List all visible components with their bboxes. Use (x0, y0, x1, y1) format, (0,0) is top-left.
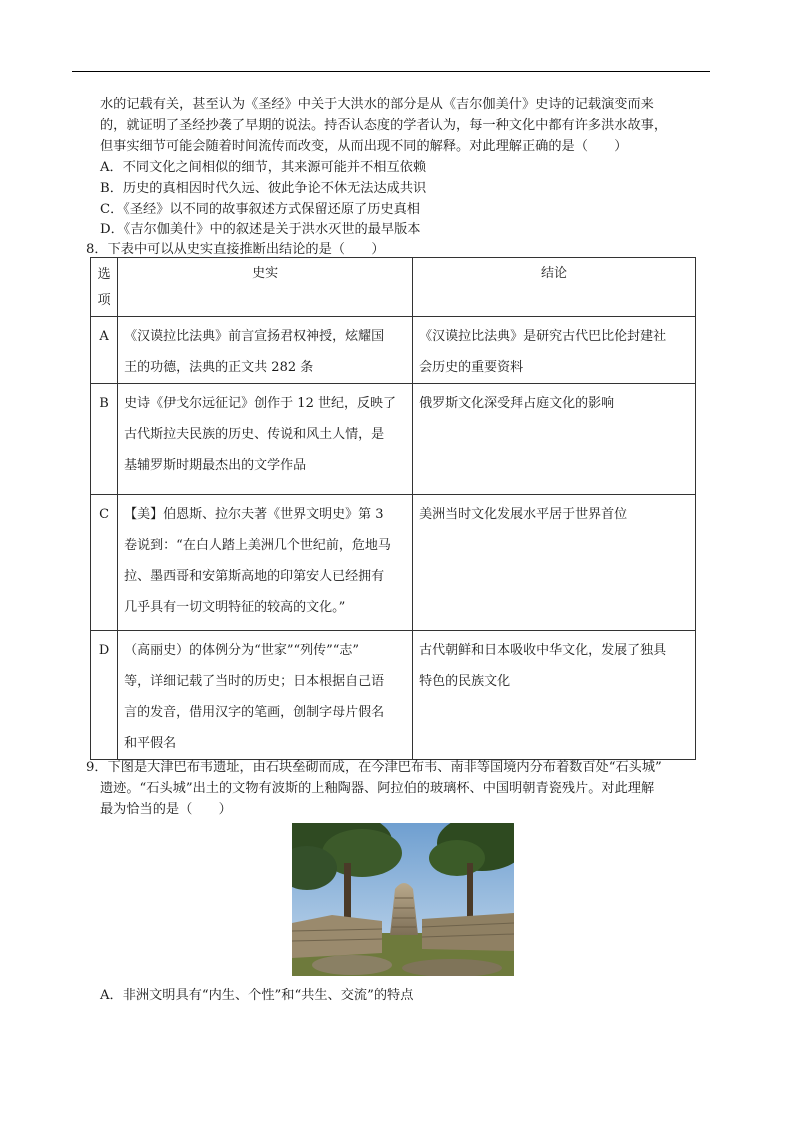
q7-line-3: 但事实细节可能会随着时间流传而改变，从而出现不同的解释。对此理解正确的是（ ） (100, 139, 628, 154)
row-option: B (91, 384, 118, 495)
header-option: 选项 (91, 258, 118, 317)
row-option: A (91, 317, 118, 384)
q9-line-3: 最为恰当的是（ ） (100, 802, 232, 817)
row-conclusion: 美洲当时文化发展水平居于世界首位 (413, 495, 696, 631)
ruins-illustration (292, 823, 514, 976)
row-option: D (91, 631, 118, 760)
q7-option-d: D．《吉尔伽美什》中的叙述是关于洪水灭世的最早版本 (100, 222, 421, 237)
q7-line-1: 水的记载有关，甚至认为《圣经》中关于大洪水的部分是从《吉尔伽美什》史诗的记载演变而来 (100, 97, 654, 112)
table-header-row (91, 258, 696, 317)
q9-option-a: A．非洲文明具有“内生、个性”和“共生、交流”的特点 (100, 988, 414, 1003)
row-fact: 史诗《伊戈尔远征记》创作于 12 世纪，反映了 古代斯拉夫民族的历史、传说和风土人情，是 基辅罗斯时期最杰出的文学作品 (118, 384, 413, 495)
q8-stem: 8．下表中可以从史实直接推断出结论的是（ ） (86, 242, 385, 257)
row-fact: 《汉谟拉比法典》前言宣扬君权神授，炫耀国 王的功德，法典的正文共 282 条 (118, 317, 413, 384)
q7-option-a: A．不同文化之间相似的细节，其来源可能并不相互依赖 (100, 160, 427, 175)
great-zimbabwe-photo (292, 823, 514, 976)
q7-option-b: B．历史的真相因时代久远、彼此争论不休无法达成共识 (100, 181, 427, 196)
row-conclusion: 古代朝鲜和日本吸收中华文化，发展了独具 特色的民族文化 (413, 631, 696, 760)
row-fact: （高丽史）的体例分为“世家”“列传”“志” 等，详细记载了当时的历史；日本根据自己语 言的发音，借用汉字的笔画，创制字母片假名 和平假名 (118, 631, 413, 760)
table-row (91, 495, 696, 631)
table-row (91, 631, 696, 760)
q9-line-1: 9．下图是大津巴布韦遗址，由石块垒砌而成，在今津巴布韦、南非等国境内分布着数百处“石头城” (86, 760, 662, 775)
header-fact: 史实 (118, 258, 413, 317)
header-rule (72, 71, 710, 72)
row-conclusion: 《汉谟拉比法典》是研究古代巴比伦封建社 会历史的重要资料 (413, 317, 696, 384)
row-conclusion: 俄罗斯文化深受拜占庭文化的影响 (413, 384, 696, 495)
q7-option-c: C．《圣经》以不同的故事叙述方式保留还原了历史真相 (100, 202, 420, 217)
row-option: C (91, 495, 118, 631)
row-fact: 【美】伯恩斯、拉尔夫著《世界文明史》第 3 卷说到：“在白人踏上美洲几个世纪前，危地马 拉、墨西哥和安第斯高地的印第安人已经拥有 几乎具有一切文明特征的较高的文化。” (118, 495, 413, 631)
q8-table (90, 257, 696, 760)
q7-line-2: 的，就证明了圣经抄袭了早期的说法。持否认态度的学者认为，每一种文化中都有许多洪水故事， (100, 118, 668, 133)
table-row (91, 384, 696, 495)
header-conclusion: 结论 (413, 258, 696, 317)
table-row (91, 317, 696, 384)
q9-line-2: 遗迹。“石头城”出土的文物有波斯的上釉陶器、阿拉伯的玻璃杯、中国明朝青瓷残片。对此理解 (100, 781, 655, 796)
